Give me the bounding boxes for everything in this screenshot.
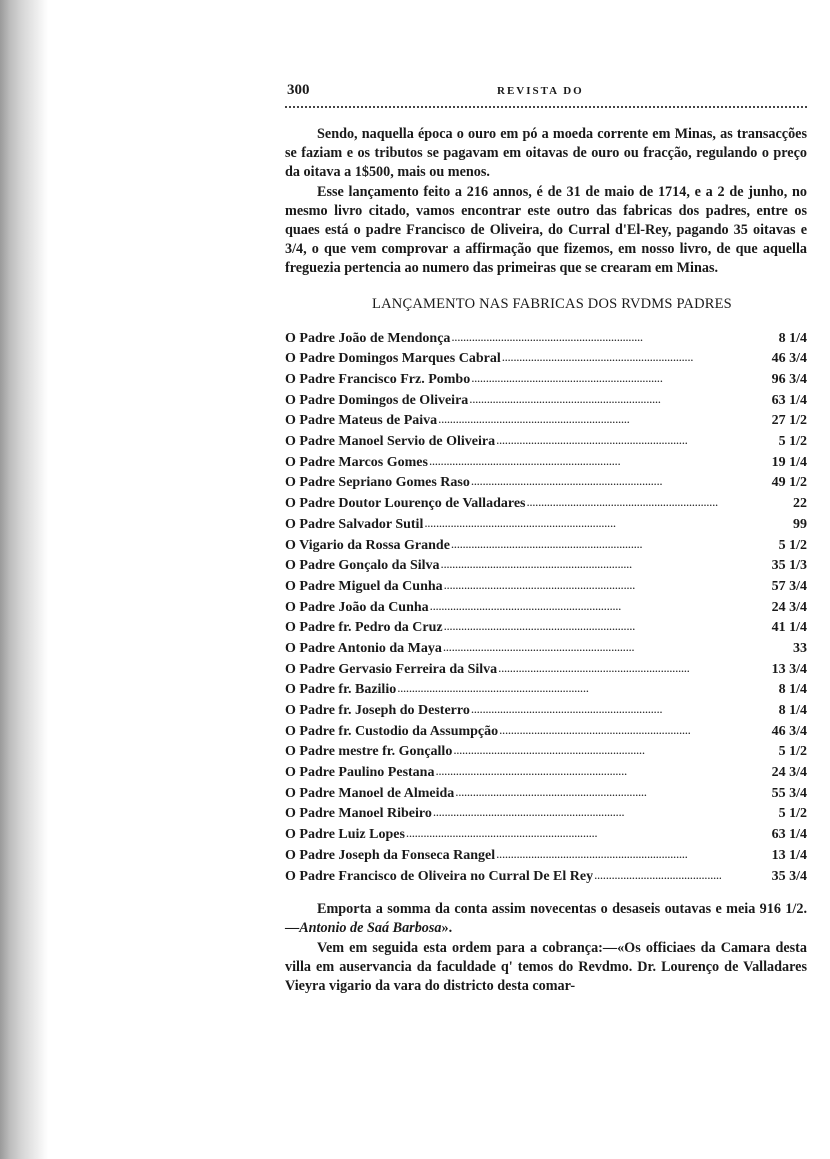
ledger-entry	[285, 743, 807, 764]
ledger-entry	[285, 350, 807, 371]
dot-leader	[406, 825, 721, 842]
header-rule	[285, 106, 807, 108]
book-binding-edge	[0, 0, 48, 1159]
entry-name: O Padre fr. Joseph do Desterro	[285, 703, 470, 718]
dot-leader	[469, 391, 721, 408]
ledger-entry	[285, 619, 807, 640]
entry-name: O Padre Paulino Pestana	[285, 765, 435, 781]
entry-value: 22	[793, 496, 807, 512]
ledger-entry	[285, 681, 807, 702]
entry-name: O Padre Doutor Lourenço de Valladares	[285, 496, 526, 512]
paragraph-3-end: ».	[441, 920, 453, 937]
dot-leader	[502, 349, 721, 366]
paragraph-3-text: Emporta a somma da conta assim novecentas o desaseis outavas e meia 916 1/2.—	[285, 901, 807, 937]
ledger-entry	[285, 868, 807, 889]
entry-name: O Padre Domingos de Oliveira	[285, 392, 469, 408]
entry-value: 27 1/2	[771, 413, 807, 429]
ledger-entry	[285, 537, 807, 558]
running-head: REVISTA DO	[497, 85, 584, 97]
ledger-entry	[285, 516, 807, 537]
dot-leader	[594, 867, 721, 884]
dot-leader	[429, 453, 721, 470]
entry-name: O Padre Gonçalo da Silva	[285, 558, 440, 574]
entry-name: O Padre Marcos Gomes	[285, 454, 428, 470]
dot-leader	[438, 411, 721, 428]
dot-leader	[444, 618, 721, 635]
ledger-entry	[285, 557, 807, 578]
dot-leader	[397, 680, 721, 697]
dot-leader	[471, 370, 721, 387]
ledger-entry	[285, 661, 807, 682]
ledger-entry	[285, 433, 807, 454]
entry-name: O Vigario da Rossa Grande	[285, 537, 450, 553]
paragraph-1: Sendo, naquella época o ouro em pó a moeda corrente em Minas, as transacções se faziam e os tributos se pagavam em oitavas de ouro ou fracção, regulando o preço da oitava a 1$500, mais ou menos.	[285, 126, 807, 181]
ledger-entry	[285, 578, 807, 599]
paragraph-2: Esse lançamento feito a 216 annos, é de 31 de maio de 1714, e a 2 de junho, no mesmo livro citado, vamos encontrar este outro das fabricas dos padres, entre os quaes está o padre Francisco de Oliveira, do Curral d'El-Rey, pagando 35 oitavas e 3/4, o que vem comprovar a affirmação que fizemos, em nosso livro, de que aquella freguezia pertencia ao numero das primeiras que se crearam em Minas.	[285, 183, 807, 277]
entry-name: O Padre Francisco de Oliveira no Curral De El Rey	[285, 868, 594, 884]
entry-value: 5 1/2	[778, 744, 807, 760]
entry-name: O Padre Joseph da Fonseca Rangel	[285, 847, 496, 863]
entry-value: 57 3/4	[771, 578, 807, 594]
ledger-entry	[285, 723, 807, 744]
dot-leader	[498, 660, 721, 677]
ledger-entry	[285, 495, 807, 516]
entry-value: 24 3/4	[771, 599, 807, 615]
entry-value: 41 1/4	[771, 620, 807, 636]
signature: Antonio de Saá Barbosa	[299, 920, 442, 937]
entry-name: O Padre João da Cunha	[285, 599, 429, 615]
entry-value: 63 1/4	[771, 827, 807, 843]
entry-name: O Padre João de Mendonça	[285, 330, 451, 346]
ledger-entry	[285, 474, 807, 495]
ledger-entry	[285, 330, 807, 351]
dot-leader	[433, 804, 721, 821]
dot-leader	[451, 536, 721, 553]
entry-value: 99	[793, 516, 807, 532]
entry-name: O Padre mestre fr. Gonçallo	[285, 744, 453, 760]
dot-leader	[499, 722, 721, 739]
ledger-entry	[285, 640, 807, 661]
entry-value: 5 1/2	[778, 537, 807, 553]
entry-value: 46 3/4	[771, 351, 807, 367]
entry-value: 49 1/2	[771, 475, 807, 491]
ledger-entry	[285, 599, 807, 620]
entries-list	[285, 330, 807, 889]
ledger-entry	[285, 805, 807, 826]
page-number: 300	[287, 82, 310, 98]
entry-value: 5 1/2	[778, 434, 807, 450]
entry-name: O Padre Domingos Marques Cabral	[285, 351, 501, 367]
dot-leader	[471, 473, 721, 490]
entry-value: 8 1/4	[778, 703, 807, 718]
entry-value: 19 1/4	[771, 454, 807, 470]
ledger-entry	[285, 785, 807, 806]
entry-name: O Padre Gervasio Ferreira da Silva	[285, 661, 498, 677]
entry-value: 46 3/4	[771, 723, 807, 739]
ledger-entry	[285, 412, 807, 433]
entry-name: O Padre Miguel da Cunha	[285, 578, 443, 594]
dot-leader	[496, 432, 721, 449]
entry-value: 13 1/4	[771, 847, 807, 863]
entry-value: 8 1/4	[778, 330, 807, 346]
ledger-entry	[285, 454, 807, 475]
ledger-entry	[285, 826, 807, 847]
dot-leader	[453, 742, 721, 759]
entry-name: O Padre Manoel Ribeiro	[285, 806, 432, 822]
entry-value: 13 3/4	[771, 661, 807, 677]
entry-value: 96 3/4	[771, 372, 807, 387]
entry-name: O Padre Manoel de Almeida	[285, 785, 455, 801]
dot-leader	[471, 701, 721, 718]
entry-name: O Padre fr. Bazilio	[285, 682, 397, 698]
dot-leader	[441, 556, 721, 573]
dot-leader	[451, 329, 721, 346]
entry-value: 63 1/4	[771, 392, 807, 408]
ledger-entry	[285, 847, 807, 868]
entry-name: O Padre Luiz Lopes	[285, 827, 405, 843]
dot-leader	[435, 763, 721, 780]
entry-name: O Padre Antonio da Maya	[285, 640, 442, 656]
entry-value: 24 3/4	[771, 765, 807, 781]
entry-value: 33	[793, 640, 807, 656]
dot-leader	[443, 639, 721, 656]
paragraph-4: Vem em seguida esta ordem para a cobrança:—«Os officiaes da Camara desta villa em auservancia da faculdade q' temos do Revdmo. Dr. Lourenço de Valladares Vieyra vigario da vara do districto desta comar-	[285, 939, 807, 994]
entry-value: 35 1/3	[771, 558, 807, 574]
entry-value: 55 3/4	[771, 785, 807, 801]
entry-name: O Padre Francisco Frz. Pombo	[285, 372, 471, 387]
entry-name: O Padre Sepriano Gomes Raso	[285, 475, 470, 491]
paragraph-3	[285, 900, 807, 938]
dot-leader	[455, 784, 721, 801]
dot-leader	[424, 515, 721, 532]
ledger-entry	[285, 371, 807, 392]
dot-leader	[430, 598, 721, 615]
document-page	[285, 82, 807, 996]
entry-value: 35 3/4	[771, 868, 807, 884]
dot-leader	[496, 846, 721, 863]
dot-leader	[526, 494, 721, 511]
entry-value: 8 1/4	[778, 682, 807, 698]
entry-name: O Padre fr. Custodio da Assumpção	[285, 723, 499, 739]
ledger-entry	[285, 392, 807, 413]
ledger-entry	[285, 764, 807, 785]
dot-leader	[444, 577, 721, 594]
entry-value: 5 1/2	[778, 806, 807, 822]
ledger-entry	[285, 702, 807, 723]
page-header	[285, 82, 807, 104]
entry-name: O Padre Manoel Servio de Oliveira	[285, 434, 496, 450]
section-title: LANÇAMENTO NAS FABRICAS DOS RVDMS PADRES	[372, 295, 732, 312]
entry-name: O Padre Salvador Sutil	[285, 516, 424, 532]
entry-name: O Padre fr. Pedro da Cruz	[285, 620, 443, 636]
entry-name: O Padre Mateus de Paiva	[285, 413, 438, 429]
